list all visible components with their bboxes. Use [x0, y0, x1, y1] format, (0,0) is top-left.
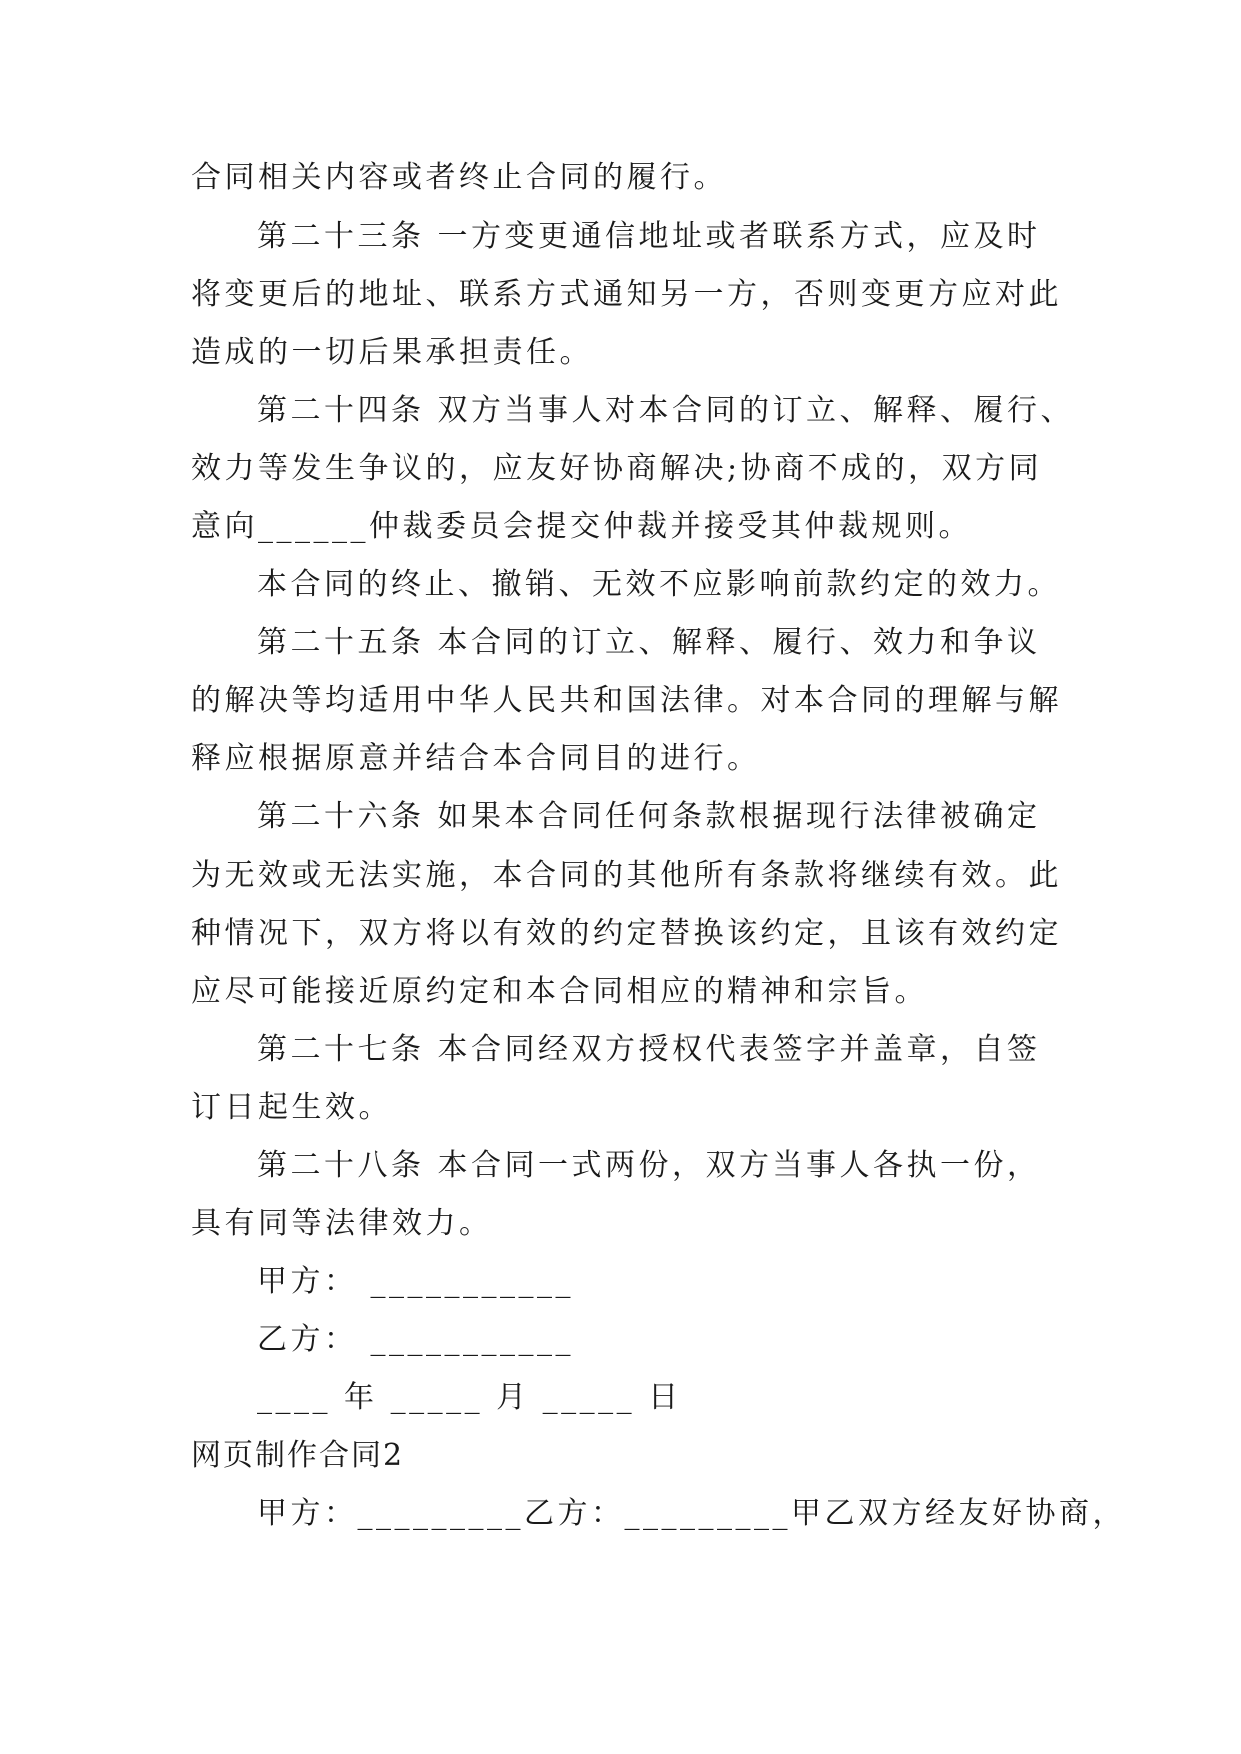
text-line: 订日起生效。 — [191, 1090, 392, 1125]
text-line: 应尽可能接近原约定和本合同相应的精神和宗旨。 — [191, 974, 928, 1009]
text-line: 造成的一切后果承担责任。 — [191, 335, 593, 370]
party-b-signature-line: 乙方： ___________ — [257, 1322, 575, 1357]
text-line: 意向______仲裁委员会提交仲裁并接受其仲裁规则。 — [191, 509, 972, 544]
paragraph-line: 本合同的终止、撤销、无效不应影响前款约定的效力。 — [257, 567, 1061, 602]
date-line: ____ 年 _____ 月 _____ 日 — [257, 1380, 682, 1415]
text-line: 种情况下，双方将以有效的约定替换该约定，且该有效约定 — [191, 916, 1062, 951]
text-line: 的解决等均适用中华人民共和国法律。对本合同的理解与解 — [191, 683, 1062, 718]
parties-line: 甲方：_________乙方：_________甲乙双方经友好协商， — [257, 1496, 1126, 1531]
section-title: 网页制作合同2 — [191, 1438, 405, 1473]
text-line: 效力等发生争议的，应友好协商解决;协商不成的，双方同 — [191, 451, 1043, 486]
article-23-heading-line: 第二十三条 一方变更通信地址或者联系方式，应及时 — [257, 219, 1041, 254]
text-line: 将变更后的地址、联系方式通知另一方，否则变更方应对此 — [191, 277, 1062, 312]
article-26-heading-line: 第二十六条 如果本合同任何条款根据现行法律被确定 — [257, 799, 1041, 834]
text-line: 释应根据原意并结合本合同目的进行。 — [191, 741, 761, 776]
article-25-heading-line: 第二十五条 本合同的订立、解释、履行、效力和争议 — [257, 625, 1041, 660]
article-28-heading-line: 第二十八条 本合同一式两份，双方当事人各执一份， — [257, 1148, 1041, 1183]
article-24-heading-line: 第二十四条 双方当事人对本合同的订立、解释、履行、 — [257, 393, 1075, 428]
text-line: 合同相关内容或者终止合同的履行。 — [191, 160, 727, 195]
text-line: 具有同等法律效力。 — [191, 1206, 493, 1241]
party-a-signature-line: 甲方： ___________ — [257, 1264, 575, 1299]
article-27-heading-line: 第二十七条 本合同经双方授权代表签字并盖章，自签 — [257, 1032, 1041, 1067]
text-line: 为无效或无法实施，本合同的其他所有条款将继续有效。此 — [191, 858, 1062, 893]
